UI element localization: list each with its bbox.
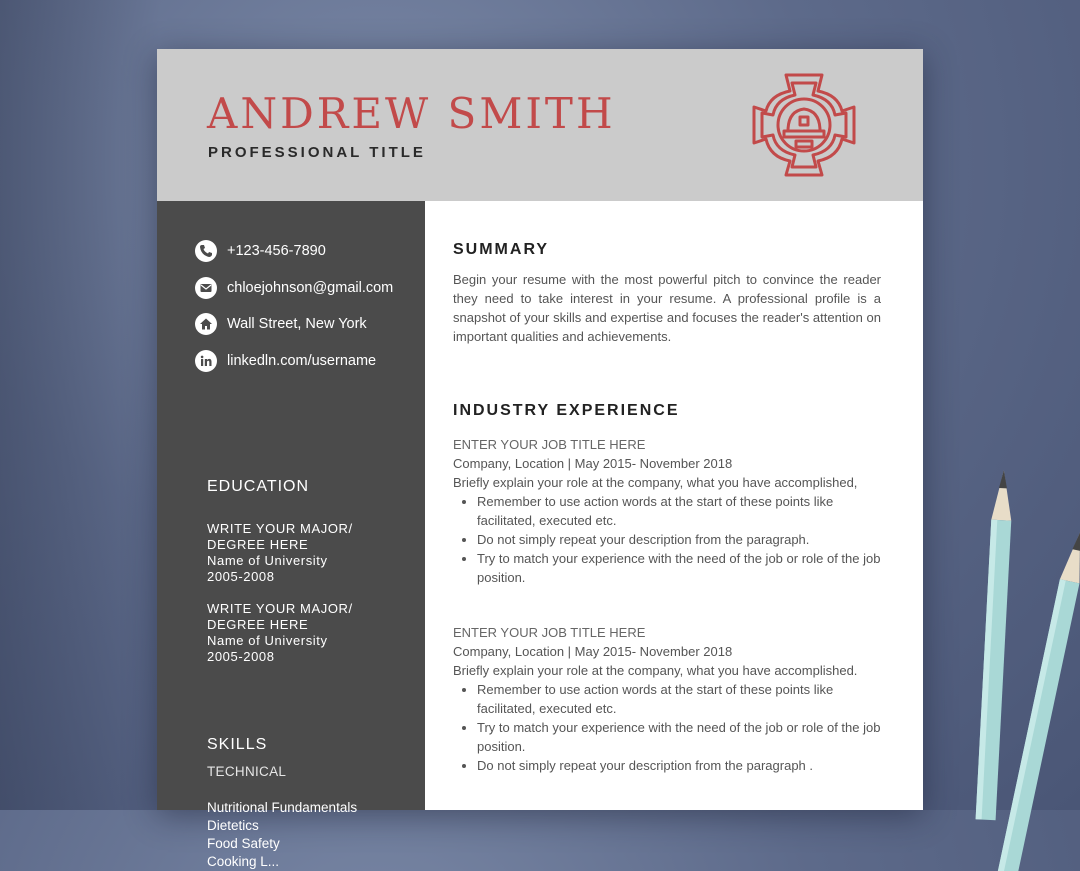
experience-heading: INDUSTRY EXPERIENCE — [453, 402, 680, 419]
resume-page — [157, 49, 923, 869]
education-major: WRITE YOUR MAJOR/ — [207, 601, 353, 616]
job-title: ENTER YOUR JOB TITLE HERE — [453, 437, 646, 452]
job-bullet: • Remember to use action words at the start of these points like facilitated, executed etc. — [477, 680, 883, 718]
education-school: Name of University — [207, 553, 328, 568]
contact-linkedin — [195, 350, 376, 372]
job-description: Briefly explain your role at the company, what you have accomplished. — [453, 663, 858, 678]
job-bullet: • Do not simply repeat your description from the paragraph. — [477, 530, 883, 549]
job-bullet: • Try to match your experience with the need of the job or role of the job position. — [477, 718, 883, 756]
education-major: DEGREE HERE — [207, 537, 309, 552]
firefighter-helmet-badge-icon — [746, 67, 862, 183]
home-icon — [195, 313, 217, 335]
education-years: 2005-2008 — [207, 649, 275, 664]
contact-email — [195, 277, 393, 299]
background-shadow — [0, 0, 160, 810]
skill-item: Cooking L... — [207, 854, 280, 869]
education-school: Name of University — [207, 633, 328, 648]
contact-linkedin-text: linkedln.com/username — [227, 353, 377, 369]
skills-list — [207, 799, 357, 871]
job-entry — [453, 623, 883, 775]
contact-email-text: chloejohnson@gmail.com — [227, 280, 394, 296]
job-bullets — [453, 680, 883, 775]
candidate-name: ANDREW SMITH — [207, 89, 616, 138]
skill-item: Nutritional Fundamentals — [207, 800, 358, 815]
skill-item: Dietetics — [207, 818, 259, 833]
email-icon — [195, 277, 217, 299]
education-heading: EDUCATION — [207, 478, 310, 495]
job-company: Company, Location | May 2015- November 2018 — [453, 456, 733, 471]
job-bullet: • Try to match your experience with the need of the job or role of the job position. — [477, 549, 883, 587]
job-company: Company, Location | May 2015- November 2018 — [453, 644, 733, 659]
education-years: 2005-2008 — [207, 569, 275, 584]
job-bullet: • Do not simply repeat your description from the paragraph . — [477, 756, 883, 775]
linkedin-icon — [195, 350, 217, 372]
job-description: Briefly explain your role at the company, what you have accomplished, — [453, 475, 858, 490]
job-bullet: • Remember to use action words at the start of these points like facilitated, executed etc. — [477, 492, 883, 530]
education-entry — [207, 601, 353, 665]
resume-sidebar — [157, 201, 425, 869]
professional-title: PROFESSIONAL TITLE — [208, 144, 426, 161]
skill-item: Food Safety — [207, 836, 280, 851]
contact-phone — [195, 240, 326, 262]
contact-address — [195, 313, 367, 335]
summary-heading: SUMMARY — [453, 241, 550, 258]
pencils-decoration — [940, 460, 1080, 810]
education-entry — [207, 521, 353, 585]
skills-heading: SKILLS — [207, 736, 268, 753]
education-major: DEGREE HERE — [207, 617, 309, 632]
skills-subheading: TECHNICAL — [207, 764, 287, 779]
resume-header — [157, 49, 923, 201]
contact-address-text: Wall Street, New York — [227, 316, 367, 332]
contact-phone-text: +123-456-7890 — [227, 243, 326, 259]
phone-icon — [195, 240, 217, 262]
job-bullets — [453, 492, 883, 587]
summary-text: Begin your resume with the most powerful pitch to convince the reader they need to take interest in your resume. A professional profile is a snapshot of your skills and expertise and focuses the reader's attention on important qualities and achievements. — [453, 272, 881, 344]
job-entry — [453, 435, 883, 587]
education-major: WRITE YOUR MAJOR/ — [207, 521, 353, 536]
job-title: ENTER YOUR JOB TITLE HERE — [453, 625, 646, 640]
